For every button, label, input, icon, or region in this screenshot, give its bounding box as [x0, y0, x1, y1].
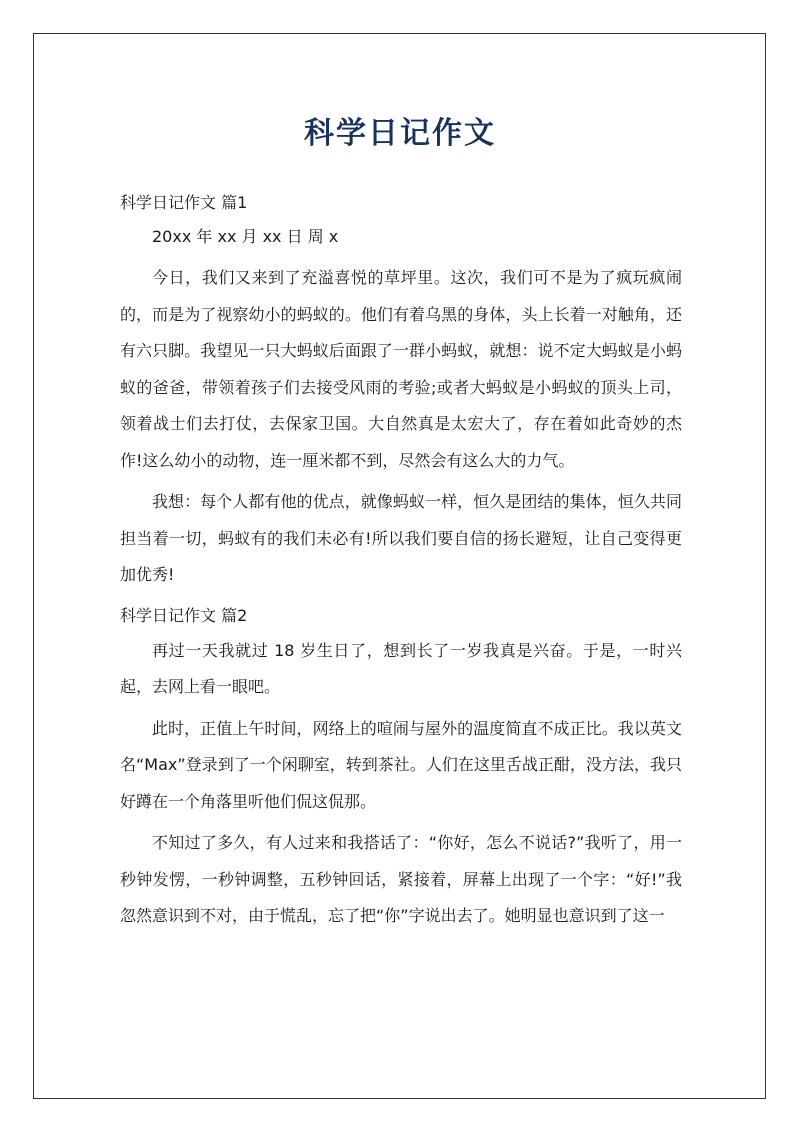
- paragraph: 不知过了多久，有人过来和我搭话了：“你好，怎么不说话?”我听了，用一秒钟发愣，一秒钟调整，五秒钟回话，紧接着，屏幕上出现了一个字：“好!”我忽然意识到不对，由于慌乱，忘了把“你”字说出去了。她明显也意识到了这一: [120, 833, 682, 925]
- paragraph: 我想：每个人都有他的优点，就像蚂蚁一样，恒久是团结的集体，恒久共同担当着一切，蚂蚁有的我们未必有!所以我们要自信的扬长避短，让自己变得更加优秀!: [120, 492, 682, 584]
- page-title: 科学日记作文: [304, 116, 496, 151]
- paragraph: 再过一天我就过 18 岁生日了，想到长了一岁我真是兴奋。于是，一时兴起，去网上看一眼吧。: [120, 640, 682, 696]
- paragraph: 今日，我们又来到了充溢喜悦的草坪里。这次，我们可不是为了疯玩疯闹的，而是为了视察幼小的蚂蚁的。他们有着乌黑的身体，头上长着一对触角，还有六只脚。我望见一只大蚂蚁后面跟了一群小蚂蚁，就想：说不定大蚂蚁是小蚂蚁的爸爸，带领着孩子们去接受风雨的考验;或者大蚂蚁是小蚂蚁的顶头上司，领着战士们去打仗，去保家卫国。大自然真是太宏大了，存在着如此奇妙的杰作!这么幼小的动物，连一厘米都不到，尽然会有这么大的力气。: [120, 268, 682, 470]
- paragraph: 此时，正值上午时间，网络上的喧闹与屋外的温度简直不成正比。我以英文名“Max”登录到了一个闲聊室，转到茶社。人们在这里舌战正酣，没方法，我只好蹲在一个角落里听他们侃这侃那。: [120, 718, 682, 811]
- section-heading: 科学日记作文 篇1: [120, 193, 248, 212]
- diary-date: 20xx 年 xx 月 xx 日 周 x: [152, 227, 339, 246]
- section-heading: 科学日记作文 篇2: [120, 605, 248, 625]
- document-body: [120, 186, 682, 940]
